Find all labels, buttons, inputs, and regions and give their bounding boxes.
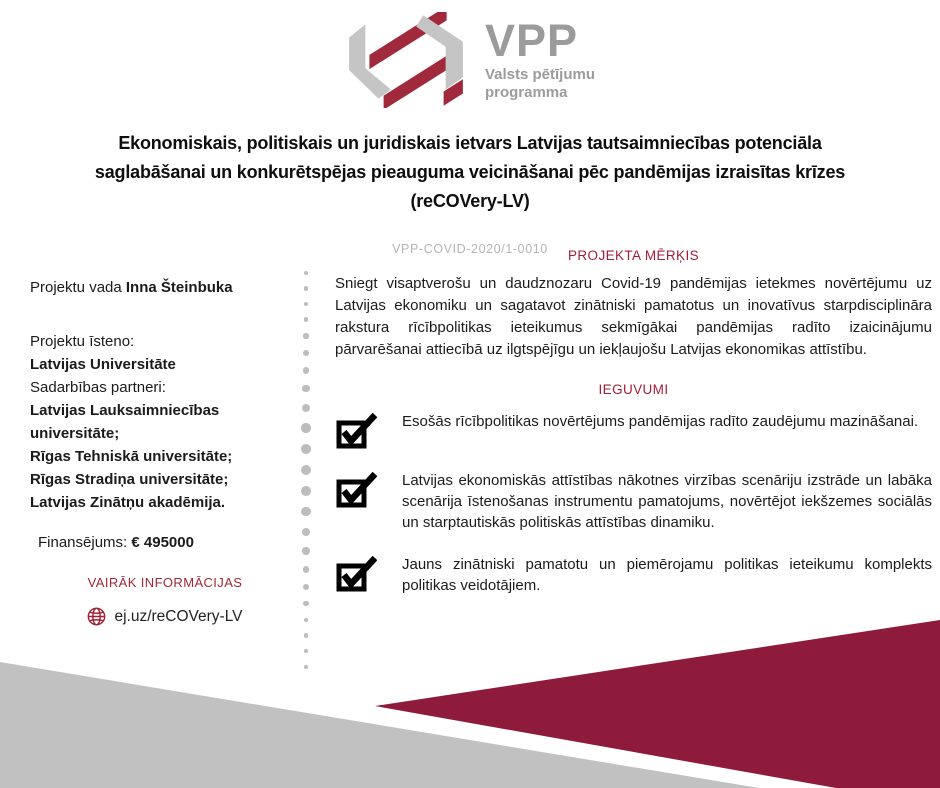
benefit-text: Latvijas ekonomiskās attīstības nākotnes virzības scenāriju izstrāde un labāka scenārija īstenošanas instrumentu pamatojums, novērtējot iekšzemes sociālās un starptautiskās politiskās attīstības dinamiku.	[402, 472, 932, 531]
partner-item: Latvijas Zinātņu akadēmija.	[30, 494, 226, 511]
right-column	[335, 248, 932, 596]
project-lead-name: Inna Šteinbuka	[125, 279, 233, 296]
globe-icon	[87, 607, 106, 626]
checkbox-checked-icon	[335, 556, 377, 592]
goal-text: Sniegt visaptverošu un daudznozaru Covid-19 pandēmijas ietekmes novērtējumu uz Latvijas ekonomiku un sagatavot zinātniski pamatotus un inovatīvus starpdisciplināra rakstura rīcībpolitikas ieteikumus sekmīgākai pandēmijas radīto izaicinājumu pārvarēšanai attiecībā uz ilgtspējīgu un iekļaujošu Latvijas ekonomikas attīstību.	[335, 275, 932, 358]
logo-tagline-line2: programma	[484, 84, 568, 101]
benefit-item	[335, 554, 932, 596]
benefit-text: Esošās rīcībpolitikas novērtējums pandēmijas radīto zaudējumu mazināšanai.	[402, 413, 919, 430]
project-link-text[interactable]: ej.uz/reCOVery-LV	[114, 608, 243, 625]
left-column	[30, 276, 300, 628]
partner-item: Rīgas Tehniskā universitāte;	[30, 448, 233, 465]
benefits-list	[335, 411, 932, 596]
benefit-text: Jauns zinātniski pamatotu un piemērojamu politikas ieteikumu komplekts politikas veidotājiem.	[402, 556, 932, 594]
partner-item: Latvijas Lauksaimniecības universitāte;	[30, 402, 220, 442]
funding-amount: € 495000	[131, 534, 194, 551]
red-triangle	[375, 620, 940, 788]
page-title: Ekonomiskais, politiskais un juridiskais ietvars Latvijas tautsaimniecības potenciāla saglabāšanai un konkurētspējas pieauguma veicināšanai pēc pandēmijas izraisītas krīzes (reCOVery-LV)	[94, 133, 846, 211]
implementer-name: Latvijas Universitāte	[30, 356, 176, 373]
benefit-item	[335, 470, 932, 533]
funding-label: Finansējums:	[38, 534, 132, 551]
checkbox-checked-icon	[335, 413, 377, 449]
dotted-separator	[300, 271, 312, 669]
project-code: VPP-COVID-2020/1-0010	[392, 242, 548, 256]
benefit-item	[335, 411, 932, 449]
logo-block	[0, 12, 940, 108]
funding-line	[30, 531, 300, 554]
logo-brand: VPP	[484, 15, 579, 66]
project-lead-line	[30, 276, 300, 299]
project-lead-label: Projektu vada	[30, 279, 126, 296]
more-info-heading: VAIRĀK INFORMĀCIJAS	[87, 575, 243, 590]
gray-wedge	[0, 662, 759, 788]
benefits-heading: IEGUVUMI	[598, 382, 669, 397]
implementer-label: Projektu īsteno:	[30, 333, 135, 350]
logo-tagline-line1: Valsts pētījumu	[484, 66, 596, 83]
logo-text	[484, 15, 596, 102]
checkbox-checked-icon	[335, 472, 377, 508]
vpp-logo-icon	[345, 12, 469, 108]
partners-label: Sadarbības partneri:	[30, 379, 166, 396]
logo-tagline	[485, 66, 595, 102]
goal-heading: PROJEKTA MĒRĶIS	[567, 248, 700, 263]
partner-item: Rīgas Stradiņa universitāte;	[30, 471, 229, 488]
project-link[interactable]	[30, 605, 300, 628]
